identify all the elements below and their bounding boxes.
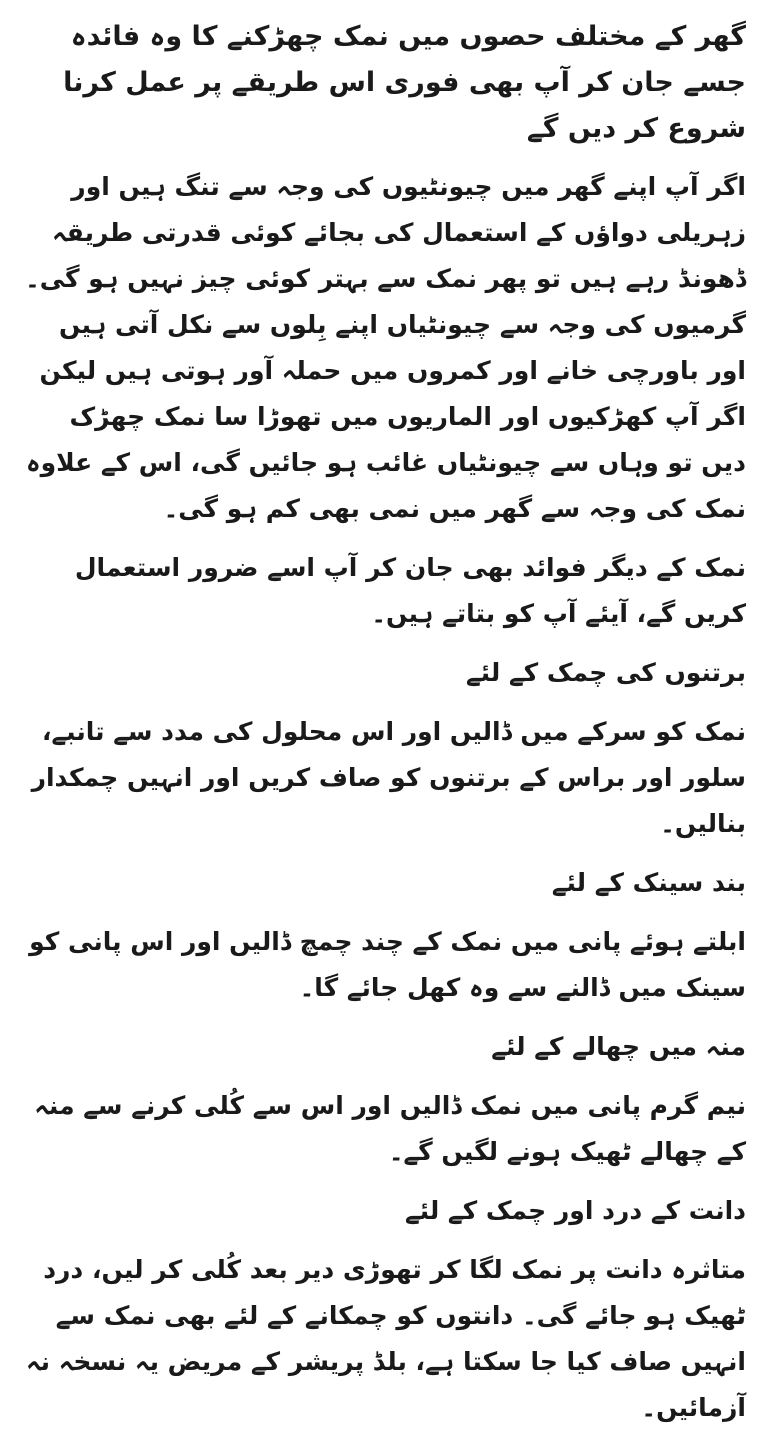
section-body-teeth: متاثرہ دانت پر نمک لگا کر تھوڑی دیر بعد کُلی کر لیں، درد ٹھیک ہو جائے گی۔ دانتوں کو چمکانے کے لئے بھی نمک سے انہیں صاف کیا جا سکتا ہے، بلڈ پریشر کے مریض یہ نسخہ نہ آزمائیں۔	[25, 1255, 746, 1422]
section-heading-teeth: دانت کے درد اور چمک کے لئے	[404, 1196, 746, 1225]
section-body-sink: ابلتے ہوئے پانی میں نمک کے چند چمچ ڈالیں اور اس پانی کو سینک میں ڈالنے سے وہ کھل جائے گا۔	[29, 927, 746, 1002]
section-body-utensils: نمک کو سرکے میں ڈالیں اور اس محلول کی مدد سے تانبے، سلور اور براس کے برتنوں کو صاف کریں اور انہیں چمکدار بنالیں۔	[31, 717, 746, 838]
section-heading-mouth-ulcers: منہ میں چھالے کے لئے	[491, 1032, 746, 1061]
section-body-mouth-ulcers: نیم گرم پانی میں نمک ڈالیں اور اس سے کُلی کرنے سے منہ کے چھالے ٹھیک ہونے لگیں گے۔	[34, 1091, 746, 1166]
intro-paragraph: اگر آپ اپنے گھر میں چیونٹیوں کی وجہ سے تنگ ہیں اور زہریلی دواؤں کے استعمال کی بجائے کوئی قدرتی طریقہ ڈھونڈ رہے ہیں تو پھر نمک سے بہتر کوئی چیز نہیں ہو گی۔ گرمیوں کی وجہ سے چیونٹیاں اپنے بِلوں سے نکل آتی ہیں اور باورچی خانے اور کمروں میں حملہ آور ہوتی ہیں لیکن اگر آپ کھڑکیوں اور الماریوں میں تھوڑا سا نمک چھڑک دیں تو وہاں سے چیونٹیاں غائب ہو جائیں گی، اس کے علاوہ نمک کی وجہ سے گھر میں نمی بھی کم ہو گی۔	[25, 172, 746, 523]
lead-paragraph: نمک کے دیگر فوائد بھی جان کر آپ اسے ضرور استعمال کریں گے، آیئے آپ کو بتاتے ہیں۔	[74, 553, 746, 628]
section-heading-utensils: برتنوں کی چمک کے لئے	[466, 658, 746, 687]
article-title: گھر کے مختلف حصوں میں نمک چھڑکنے کا وہ فائدہ جسے جان کر آپ بھی فوری اس طریقے پر عمل کرنا شروع کر دیں گے	[63, 21, 746, 144]
section-heading-sink: بند سینک کے لئے	[551, 868, 746, 897]
